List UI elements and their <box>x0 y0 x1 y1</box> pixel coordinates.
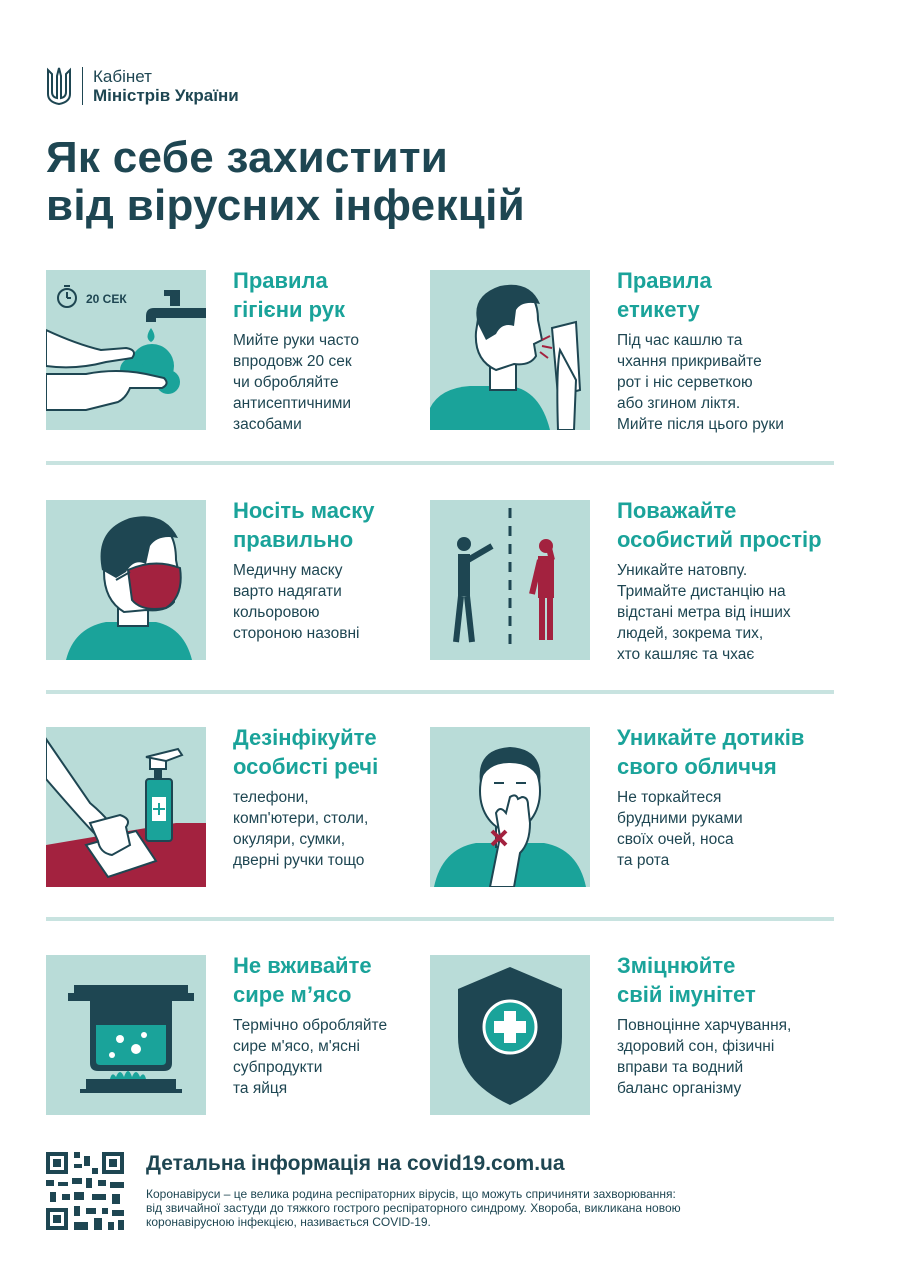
card-title-line: Уникайте дотиків <box>617 725 805 750</box>
card-text-line: баланс організму <box>617 1080 742 1097</box>
card-title-line: свій імунітет <box>617 982 756 1007</box>
footer-title: Детальна інформація на covid19.com.ua <box>146 1152 565 1175</box>
card-text-line: здоровий сон, фізичні <box>617 1038 775 1055</box>
shield-illustration <box>430 955 590 1115</box>
card-text-line: відстані метра від інших <box>617 604 791 621</box>
card-text-line: дверні ручки тощо <box>233 852 365 869</box>
card-raw-meat <box>46 955 446 1121</box>
card-text-line: вправи та водний <box>617 1059 744 1076</box>
card-title <box>233 266 458 324</box>
card-text-line: та яйця <box>233 1080 288 1097</box>
card-text <box>617 1015 832 1099</box>
card-title-line: Зміцнюйте <box>617 953 736 978</box>
card-text-line: комп'ютери, столи, <box>233 810 369 827</box>
qr-code[interactable] <box>46 1152 124 1230</box>
card-text-line: Не торкайтеся <box>617 789 722 806</box>
card-text <box>617 560 832 665</box>
card-title <box>233 496 458 554</box>
card-text-line: людей, зокрема тих, <box>617 625 764 642</box>
card-title-line: свого обличчя <box>617 754 777 779</box>
card-text-line: впродовж 20 сек <box>233 353 352 370</box>
card-text <box>233 787 448 871</box>
card-text-line: або згином ліктя. <box>617 395 741 412</box>
card-text-line: антисептичними <box>233 395 352 412</box>
card-title-line: Правила <box>617 268 712 293</box>
cough-illustration <box>430 270 590 430</box>
card-immunity <box>430 955 830 1121</box>
section-divider <box>46 461 834 465</box>
card-title-line: Не вживайте <box>233 953 372 978</box>
card-title-line: правильно <box>233 527 354 552</box>
card-text-line: субпродукти <box>233 1059 323 1076</box>
cabinet-logo <box>46 66 239 106</box>
timer-badge: 20 СЕК <box>86 292 127 306</box>
card-text-line: та рота <box>617 852 670 869</box>
card-text-line: Уникайте натовпу. <box>617 562 748 579</box>
footer-text-line: від звичайної застуди до тяжкого гострого респіраторного синдрому. Хвороба, викликана новою <box>146 1201 681 1215</box>
card-disinfect <box>46 727 446 893</box>
trident-icon <box>46 66 72 106</box>
section-divider <box>46 690 834 694</box>
card-title-line: гігієни рук <box>233 297 346 322</box>
card-text-line: Мийте руки часто <box>233 332 360 349</box>
footer-text-line: коронавірусною інфекцією, називається COVID-19. <box>146 1215 431 1229</box>
card-text-line: чхання прикривайте <box>617 353 762 370</box>
card-text-line: Мийте після цього руки <box>617 416 784 433</box>
hand-wash-illustration <box>46 270 206 430</box>
qr-code-icon <box>46 1152 124 1230</box>
card-text-line: Під час кашлю та <box>617 332 743 349</box>
face-touch-illustration <box>430 727 590 887</box>
card-title-line: етикету <box>617 297 700 322</box>
card-text-line: стороною назовні <box>233 625 360 642</box>
card-text-line: хто кашляє та чхає <box>617 646 755 663</box>
logo-separator <box>82 67 83 105</box>
card-text-line: Медичну маску <box>233 562 343 579</box>
card-title-line: Дезінфікуйте <box>233 725 377 750</box>
footer-text <box>146 1187 836 1229</box>
distance-illustration <box>430 500 590 660</box>
card-title-line: Поважайте <box>617 498 737 523</box>
card-face-touch <box>430 727 830 893</box>
card-title <box>233 951 458 1009</box>
footer-text-line: Коронавіруси – це велика родина респіраторних вірусів, що можуть спричиняти захворювання: <box>146 1187 676 1201</box>
card-text <box>617 330 832 435</box>
card-title-line: Правила <box>233 268 328 293</box>
org-line1: Кабінет <box>93 67 152 86</box>
title-line1: Як себе захистити <box>46 133 449 182</box>
card-title-line: особистий простір <box>617 527 822 552</box>
mask-illustration <box>46 500 206 660</box>
card-title <box>617 951 842 1009</box>
card-text-line: засобами <box>233 416 302 433</box>
card-hand-hygiene <box>46 270 446 436</box>
card-title-line: особисті речі <box>233 754 379 779</box>
card-text-line: Повноцінне харчування, <box>617 1017 792 1034</box>
card-text-line: брудними руками <box>617 810 743 827</box>
card-text-line: варто надягати <box>233 583 342 600</box>
card-title <box>617 723 842 781</box>
title-line2: від вірусних інфекцій <box>46 181 525 230</box>
boiling-pot-illustration <box>46 955 206 1115</box>
card-text-line: кольоровою <box>233 604 320 621</box>
card-mask <box>46 500 446 666</box>
card-text <box>617 787 832 871</box>
card-title <box>617 496 842 554</box>
card-text-line: Термічно обробляйте <box>233 1017 388 1034</box>
card-text-line: окуляри, сумки, <box>233 831 346 848</box>
section-divider <box>46 917 834 921</box>
card-text-line: телефони, <box>233 789 309 806</box>
card-text-line: сире м'ясо, м'ясні <box>233 1038 360 1055</box>
card-title-line: Носіть маску <box>233 498 375 523</box>
card-text <box>233 330 448 435</box>
card-etiquette <box>430 270 830 436</box>
disinfect-illustration <box>46 727 206 887</box>
card-text <box>233 1015 448 1099</box>
card-text-line: Тримайте дистанцію на <box>617 583 786 600</box>
card-title <box>233 723 458 781</box>
card-text-line: своїх очей, носа <box>617 831 734 848</box>
card-title-line: сире м’ясо <box>233 982 352 1007</box>
card-text-line: чи обробляйте <box>233 374 339 391</box>
page-title <box>46 134 846 230</box>
card-title <box>617 266 842 324</box>
card-text-line: рот і ніс серветкою <box>617 374 753 391</box>
org-line2: Міністрів України <box>93 86 239 105</box>
card-text <box>233 560 448 644</box>
card-personal-space <box>430 500 830 666</box>
